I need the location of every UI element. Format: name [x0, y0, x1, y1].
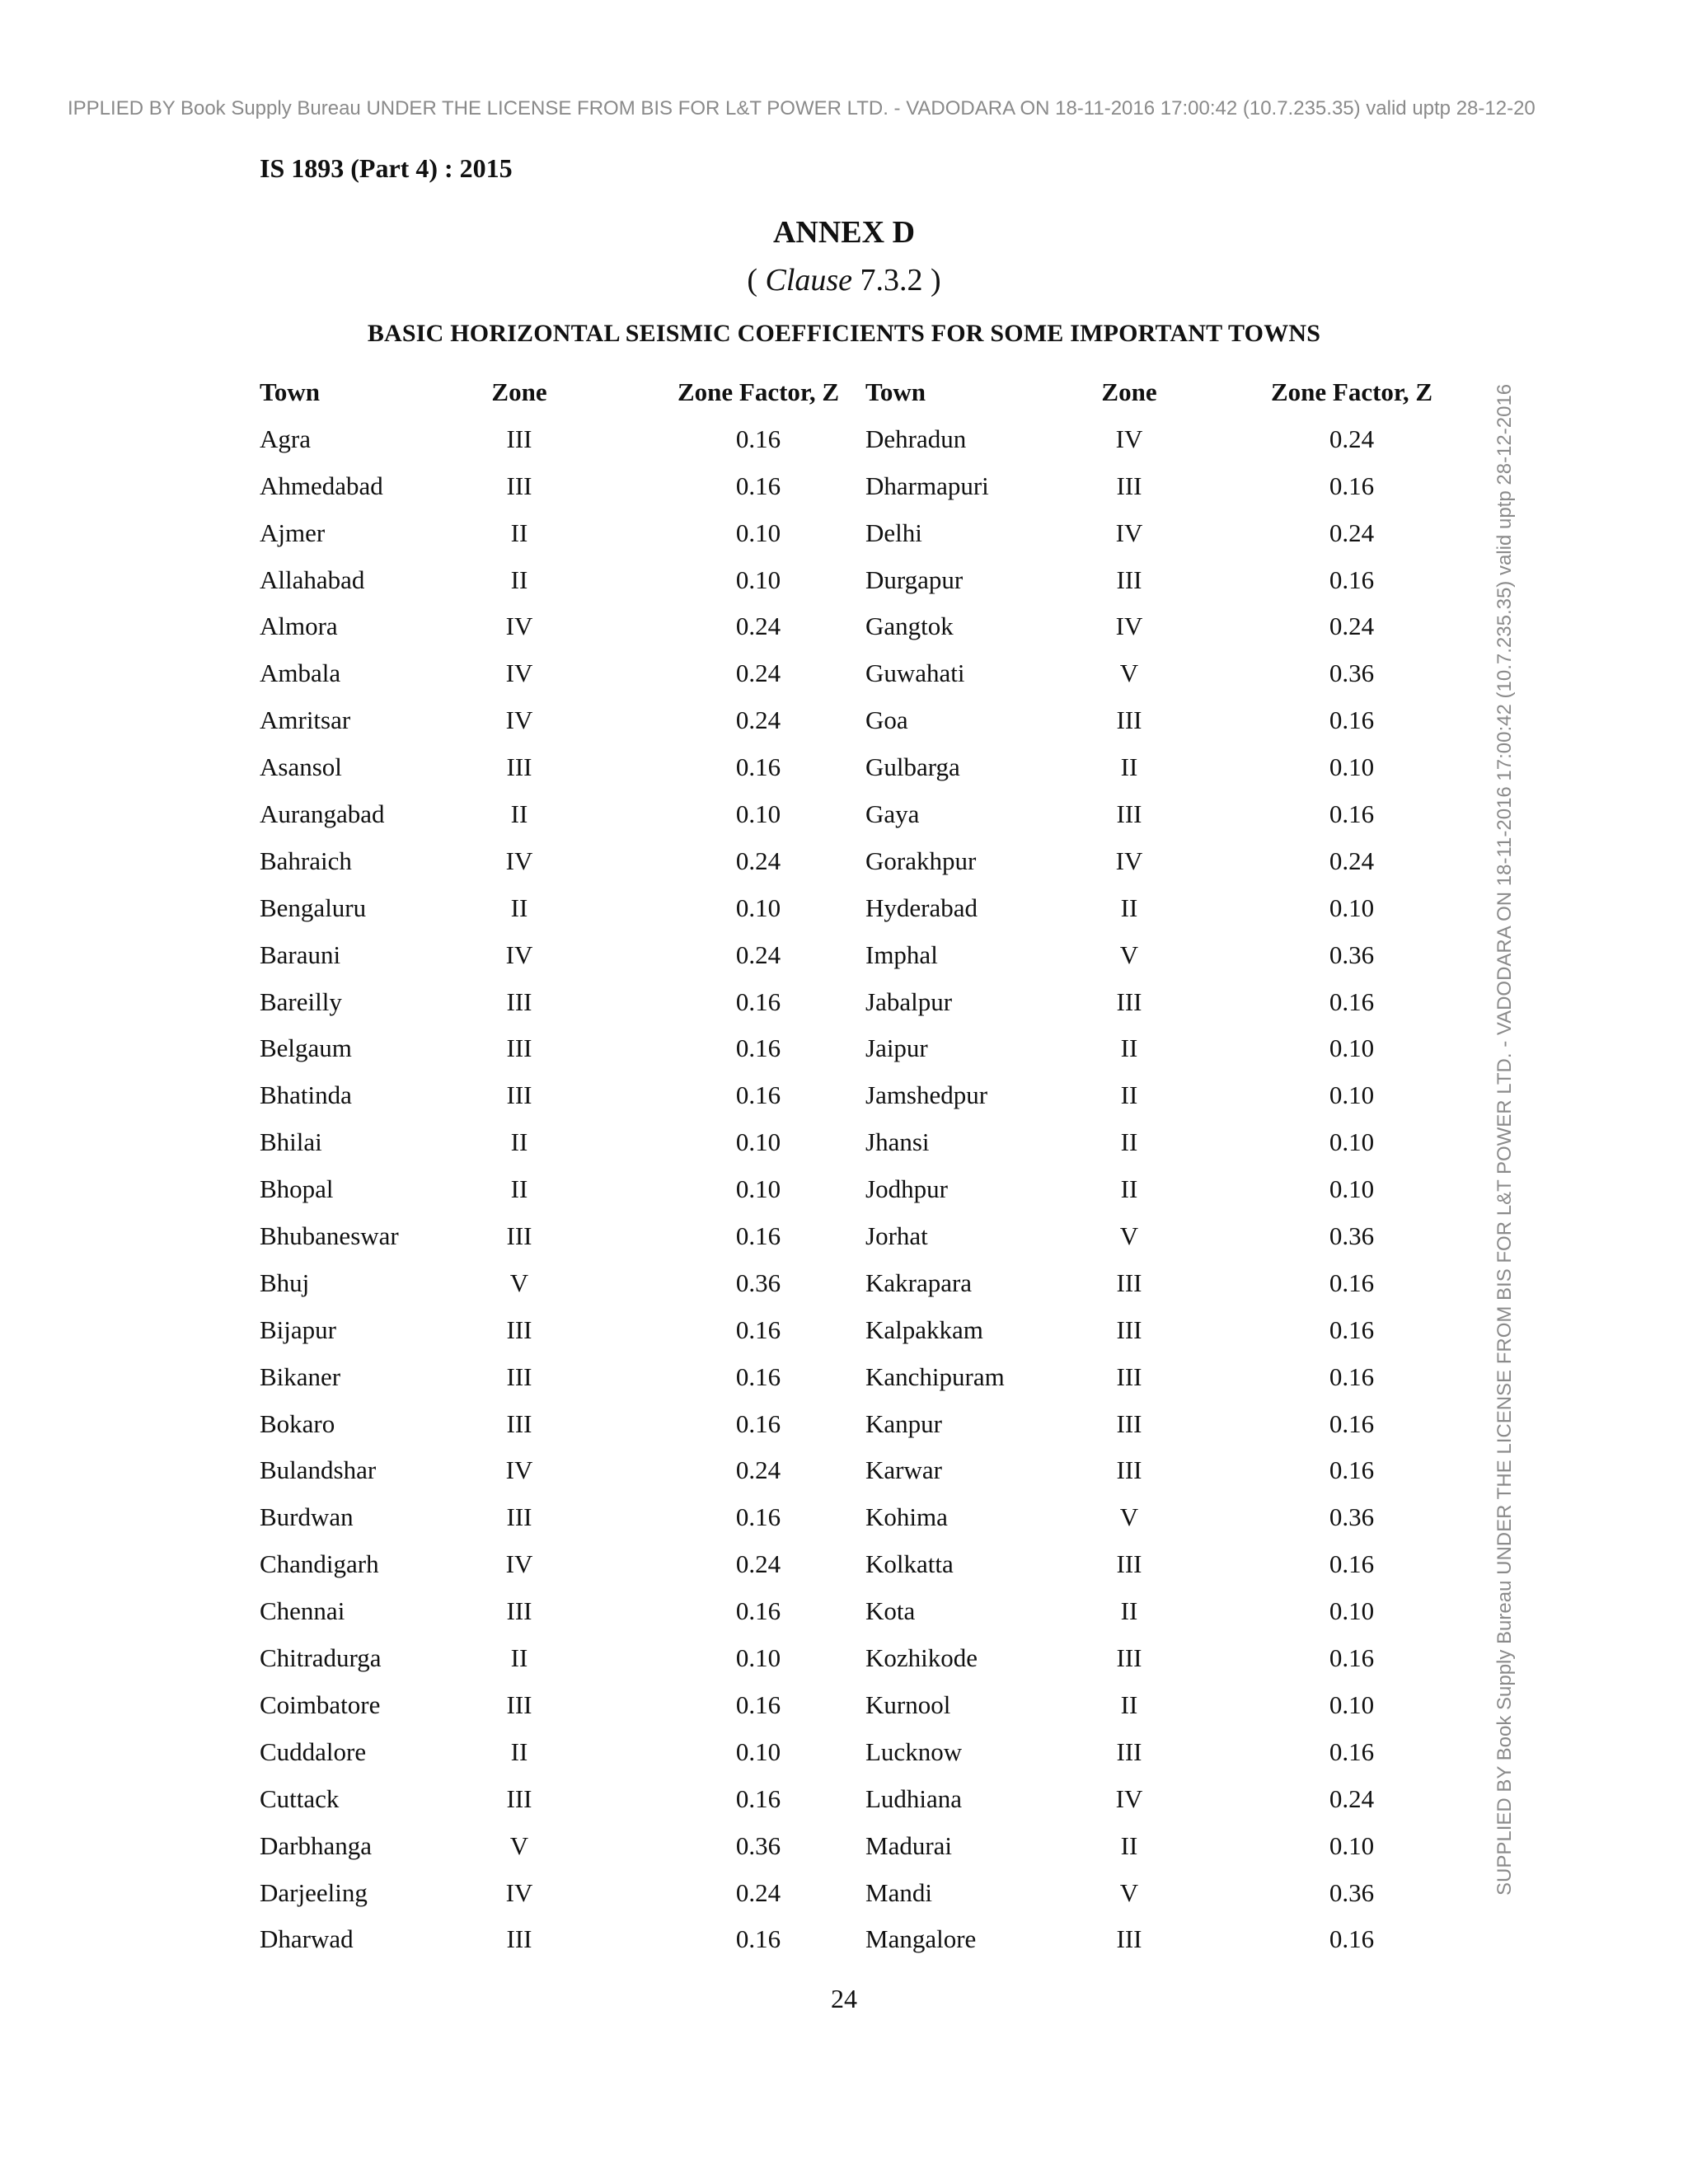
zone-factor-cell: 0.24 [1329, 1783, 1375, 1813]
zone-factor-cell: 0.16 [1329, 1361, 1375, 1391]
table-row [260, 1831, 1422, 1878]
column-header-zone-factor: Zone Factor, Z [1270, 377, 1433, 406]
zone-factor-cell: 0.10 [1329, 1596, 1375, 1626]
zone-factor-cell: 0.10 [735, 1736, 781, 1766]
table-row [260, 846, 1422, 893]
town-cell: Jorhat [865, 1221, 928, 1251]
zone-cell: II [1120, 1596, 1138, 1626]
zone-cell: III [1116, 1455, 1142, 1485]
zone-factor-cell: 0.16 [735, 1361, 781, 1391]
table-row [260, 1174, 1422, 1221]
zone-factor-cell: 0.16 [1329, 1549, 1375, 1579]
zone-factor-cell: 0.24 [735, 940, 781, 969]
table-row [260, 987, 1422, 1034]
zone-cell: III [506, 1361, 532, 1391]
town-cell: Almora [260, 612, 338, 641]
zone-cell: III [506, 471, 532, 500]
zone-factor-cell: 0.10 [735, 1174, 781, 1204]
town-cell: Bhopal [260, 1174, 334, 1204]
table-row [260, 1737, 1422, 1784]
table-body [260, 424, 1422, 1971]
zone-cell: V [509, 1268, 529, 1297]
zone-factor-cell: 0.10 [735, 1643, 781, 1673]
zone-cell: III [506, 1690, 532, 1719]
town-cell: Coimbatore [260, 1690, 381, 1719]
town-cell: Bulandshar [260, 1455, 377, 1485]
table-row [260, 893, 1422, 940]
zone-factor-cell: 0.16 [735, 1502, 781, 1532]
town-cell: Jaipur [865, 1033, 928, 1063]
column-header-zone: Zone [1101, 377, 1157, 406]
zone-cell: II [1120, 1080, 1138, 1110]
town-cell: Bareilly [260, 987, 342, 1016]
town-cell: Ambala [260, 658, 341, 688]
zone-factor-cell: 0.24 [735, 705, 781, 735]
zone-factor-cell: 0.36 [735, 1268, 781, 1297]
zone-factor-cell: 0.36 [1329, 940, 1375, 969]
town-cell: Bokaro [260, 1408, 335, 1438]
town-cell: Amritsar [260, 705, 351, 735]
zone-factor-cell: 0.36 [1329, 658, 1375, 688]
zone-factor-cell: 0.10 [735, 799, 781, 829]
town-cell: Aurangabad [260, 799, 385, 829]
zone-factor-cell: 0.16 [735, 1783, 781, 1813]
page-number: 24 [831, 1984, 857, 2013]
column-header-zone: Zone [491, 377, 547, 406]
zone-cell: III [1116, 987, 1142, 1016]
town-cell: Kolkatta [865, 1549, 954, 1579]
table-row [260, 1690, 1422, 1737]
zone-cell: II [1120, 1033, 1138, 1063]
zone-factor-cell: 0.16 [1329, 1408, 1375, 1438]
zone-cell: II [1120, 1830, 1138, 1860]
zone-factor-cell: 0.24 [735, 846, 781, 875]
zone-factor-cell: 0.10 [735, 518, 781, 547]
zone-cell: IV [1115, 424, 1143, 453]
town-cell: Hyderabad [865, 893, 978, 922]
zone-factor-cell: 0.16 [735, 752, 781, 782]
zone-factor-cell: 0.16 [1329, 705, 1375, 735]
table-heading: BASIC HORIZONTAL SEISMIC COEFFICIENTS FOR SOME IMPORTANT TOWNS [367, 320, 1321, 347]
zone-factor-cell: 0.16 [1329, 565, 1375, 594]
zone-factor-cell: 0.10 [735, 1127, 781, 1157]
zone-cell: V [1119, 1221, 1139, 1251]
zone-factor-cell: 0.10 [1329, 1690, 1375, 1719]
table-row [260, 424, 1422, 471]
zone-factor-cell: 0.36 [1329, 1877, 1375, 1907]
zone-cell: III [506, 1033, 532, 1063]
town-cell: Chandigarh [260, 1549, 379, 1579]
zone-factor-cell: 0.24 [735, 1549, 781, 1579]
zone-cell: II [510, 565, 528, 594]
town-cell: Durgapur [865, 565, 964, 594]
zone-cell: III [1116, 1268, 1142, 1297]
town-cell: Jabalpur [865, 987, 953, 1016]
town-cell: Asansol [260, 752, 342, 782]
table-row [260, 1080, 1422, 1127]
zone-factor-cell: 0.16 [1329, 1924, 1375, 1954]
town-cell: Jamshedpur [865, 1080, 988, 1110]
zone-factor-cell: 0.16 [735, 1221, 781, 1251]
zone-cell: II [510, 518, 528, 547]
zone-factor-cell: 0.10 [1329, 1174, 1375, 1204]
zone-cell: III [506, 1408, 532, 1438]
zone-cell: III [1116, 1408, 1142, 1438]
table-row [260, 1455, 1422, 1502]
table-row [260, 1127, 1422, 1174]
zone-cell: III [1116, 1549, 1142, 1579]
standard-identifier: IS 1893 (Part 4) : 2015 [260, 153, 513, 183]
zone-factor-cell: 0.24 [1329, 846, 1375, 875]
town-cell: Bhuj [260, 1268, 310, 1297]
town-cell: Allahabad [260, 565, 365, 594]
town-cell: Gaya [865, 799, 920, 829]
zone-factor-cell: 0.10 [1329, 1033, 1375, 1063]
town-cell: Bhatinda [260, 1080, 352, 1110]
town-cell: Darjeeling [260, 1877, 368, 1907]
town-cell: Goa [865, 705, 908, 735]
zone-factor-cell: 0.24 [1329, 518, 1375, 547]
zone-cell: III [1116, 1736, 1142, 1766]
zone-factor-cell: 0.16 [1329, 471, 1375, 500]
town-cell: Lucknow [865, 1736, 963, 1766]
zone-cell: V [1119, 940, 1139, 969]
clause-word: Clause [765, 263, 853, 298]
town-cell: Delhi [865, 518, 922, 547]
table-row [260, 612, 1422, 658]
zone-factor-cell: 0.24 [1329, 612, 1375, 641]
town-cell: Kalpakkam [865, 1315, 983, 1344]
zone-factor-cell: 0.16 [1329, 1268, 1375, 1297]
zone-factor-cell: 0.16 [735, 1596, 781, 1626]
seismic-coefficients-table [260, 377, 1433, 1971]
town-cell: Madurai [865, 1830, 953, 1860]
town-cell: Cuttack [260, 1783, 340, 1813]
zone-factor-cell: 0.36 [1329, 1221, 1375, 1251]
zone-cell: IV [1115, 518, 1143, 547]
zone-factor-cell: 0.16 [735, 1033, 781, 1063]
town-cell: Kanchipuram [865, 1361, 1005, 1391]
table-row [260, 565, 1422, 612]
zone-factor-cell: 0.16 [1329, 1736, 1375, 1766]
zone-cell: IV [505, 612, 533, 641]
zone-factor-cell: 0.16 [735, 1315, 781, 1344]
zone-cell: IV [505, 1549, 533, 1579]
zone-cell: III [506, 424, 532, 453]
zone-cell: IV [505, 1455, 533, 1485]
zone-factor-cell: 0.16 [1329, 1643, 1375, 1673]
column-header-town: Town [865, 377, 926, 406]
town-cell: Mangalore [865, 1924, 977, 1954]
town-cell: Ajmer [260, 518, 326, 547]
license-watermark-side: SUPPLIED BY Book Supply Bureau UNDER THE LICENSE FROM BIS FOR L&T POWER LTD. - VADODARA ON 18-11-2016 17:00:42 (10.7.235.35) valid uptp 28-12-2016 [1493, 383, 1516, 1896]
zone-cell: III [506, 987, 532, 1016]
zone-factor-cell: 0.16 [735, 471, 781, 500]
table-row [260, 1924, 1422, 1971]
town-cell: Bengaluru [260, 893, 367, 922]
table-row [260, 1596, 1422, 1643]
town-cell: Kurnool [865, 1690, 951, 1719]
town-cell: Jhansi [865, 1127, 930, 1157]
town-cell: Bahraich [260, 846, 352, 875]
zone-factor-cell: 0.16 [735, 1690, 781, 1719]
town-cell: Kota [865, 1596, 916, 1626]
town-cell: Dharmapuri [865, 471, 989, 500]
zone-factor-cell: 0.16 [735, 1924, 781, 1954]
zone-cell: III [506, 752, 532, 782]
zone-cell: IV [505, 705, 533, 735]
table-row [260, 658, 1422, 705]
zone-factor-cell: 0.10 [1329, 1127, 1375, 1157]
zone-cell: III [506, 1221, 532, 1251]
town-cell: Dharwad [260, 1924, 354, 1954]
zone-factor-cell: 0.10 [735, 565, 781, 594]
table-row [260, 1549, 1422, 1596]
table-row [260, 1268, 1422, 1315]
town-cell: Imphal [865, 940, 938, 969]
table-row [260, 1315, 1422, 1362]
town-cell: Gangtok [865, 612, 954, 641]
town-cell: Bijapur [260, 1315, 336, 1344]
zone-cell: III [1116, 1924, 1142, 1954]
zone-cell: III [1116, 565, 1142, 594]
zone-factor-cell: 0.24 [735, 1877, 781, 1907]
zone-cell: II [1120, 1690, 1138, 1719]
zone-factor-cell: 0.16 [1329, 987, 1375, 1016]
table-row [260, 1362, 1422, 1409]
zone-cell: III [506, 1315, 532, 1344]
zone-cell: IV [1115, 1783, 1143, 1813]
zone-cell: III [1116, 1315, 1142, 1344]
town-cell: Kozhikode [865, 1643, 978, 1673]
zone-cell: II [510, 799, 528, 829]
zone-cell: V [1119, 658, 1139, 688]
town-cell: Belgaum [260, 1033, 352, 1063]
table-header-row [260, 377, 1433, 424]
zone-cell: III [506, 1924, 532, 1954]
town-cell: Barauni [260, 940, 341, 969]
town-cell: Cuddalore [260, 1736, 367, 1766]
zone-factor-cell: 0.24 [1329, 424, 1375, 453]
clause-rest: 7.3.2 ) [852, 263, 941, 298]
zone-factor-cell: 0.16 [735, 987, 781, 1016]
table-row [260, 1784, 1422, 1831]
zone-factor-cell: 0.10 [735, 893, 781, 922]
table-row [260, 1643, 1422, 1690]
zone-factor-cell: 0.16 [735, 1080, 781, 1110]
table-row [260, 1221, 1422, 1268]
town-cell: Jodhpur [865, 1174, 948, 1204]
zone-cell: II [1120, 752, 1138, 782]
zone-cell: II [1120, 1174, 1138, 1204]
town-cell: Gulbarga [865, 752, 960, 782]
table-row [260, 940, 1422, 987]
zone-cell: II [510, 1127, 528, 1157]
zone-factor-cell: 0.36 [1329, 1502, 1375, 1532]
zone-cell: III [1116, 1361, 1142, 1391]
zone-factor-cell: 0.24 [735, 1455, 781, 1485]
town-cell: Mandi [865, 1877, 932, 1907]
zone-factor-cell: 0.16 [1329, 799, 1375, 829]
zone-cell: III [1116, 799, 1142, 829]
town-cell: Ludhiana [865, 1783, 963, 1813]
zone-factor-cell: 0.16 [735, 424, 781, 453]
zone-cell: II [510, 1174, 528, 1204]
town-cell: Dehradun [865, 424, 967, 453]
table-row [260, 1033, 1422, 1080]
zone-cell: III [506, 1783, 532, 1813]
town-cell: Bhilai [260, 1127, 322, 1157]
town-cell: Bhubaneswar [260, 1221, 399, 1251]
zone-factor-cell: 0.16 [1329, 1315, 1375, 1344]
town-cell: Darbhanga [260, 1830, 372, 1860]
zone-cell: IV [505, 658, 533, 688]
zone-cell: II [510, 1643, 528, 1673]
clause-reference [0, 262, 1688, 298]
table-row [260, 1878, 1422, 1925]
clause-open: ( [747, 263, 766, 298]
zone-cell: II [510, 1736, 528, 1766]
zone-cell: II [1120, 1127, 1138, 1157]
zone-cell: III [506, 1080, 532, 1110]
town-cell: Kohima [865, 1502, 948, 1532]
zone-factor-cell: 0.16 [735, 1408, 781, 1438]
zone-cell: IV [1115, 846, 1143, 875]
column-header-town: Town [260, 377, 320, 406]
table-row [260, 471, 1422, 518]
town-cell: Bikaner [260, 1361, 341, 1391]
town-cell: Kanpur [865, 1408, 942, 1438]
table-row [260, 752, 1422, 799]
zone-factor-cell: 0.10 [1329, 1080, 1375, 1110]
zone-factor-cell: 0.24 [735, 658, 781, 688]
zone-cell: V [1119, 1502, 1139, 1532]
town-cell: Burdwan [260, 1502, 354, 1532]
zone-cell: III [1116, 471, 1142, 500]
town-cell: Karwar [865, 1455, 942, 1485]
zone-factor-cell: 0.16 [1329, 1455, 1375, 1485]
town-cell: Agra [260, 424, 311, 453]
zone-factor-cell: 0.10 [1329, 893, 1375, 922]
zone-factor-cell: 0.24 [735, 612, 781, 641]
zone-cell: IV [1115, 612, 1143, 641]
town-cell: Guwahati [865, 658, 965, 688]
zone-factor-cell: 0.36 [735, 1830, 781, 1860]
table-row [260, 705, 1422, 752]
town-cell: Kakrapara [865, 1268, 973, 1297]
zone-cell: III [1116, 705, 1142, 735]
zone-cell: III [1116, 1643, 1142, 1673]
zone-cell: IV [505, 1877, 533, 1907]
town-cell: Chitradurga [260, 1643, 382, 1673]
town-cell: Gorakhpur [865, 846, 977, 875]
table-row [260, 799, 1422, 846]
zone-cell: III [506, 1502, 532, 1532]
table-row [260, 1502, 1422, 1549]
zone-cell: II [1120, 893, 1138, 922]
zone-cell: III [506, 1596, 532, 1626]
zone-factor-cell: 0.10 [1329, 752, 1375, 782]
zone-cell: IV [505, 940, 533, 969]
zone-cell: V [1119, 1877, 1139, 1907]
table-row [260, 1409, 1422, 1456]
annex-title: ANNEX D [772, 215, 916, 250]
zone-factor-cell: 0.10 [1329, 1830, 1375, 1860]
column-header-zone-factor: Zone Factor, Z [677, 377, 840, 406]
town-cell: Ahmedabad [260, 471, 383, 500]
zone-cell: II [510, 893, 528, 922]
zone-cell: IV [505, 846, 533, 875]
town-cell: Chennai [260, 1596, 345, 1626]
zone-cell: V [509, 1830, 529, 1860]
table-row [260, 518, 1422, 565]
license-watermark-top: IPPLIED BY Book Supply Bureau UNDER THE LICENSE FROM BIS FOR L&T POWER LTD. - VADODARA ON 18-11-2016 17:00:42 (10.7.235.35) valid uptp 28-12-20 [68, 97, 1536, 120]
